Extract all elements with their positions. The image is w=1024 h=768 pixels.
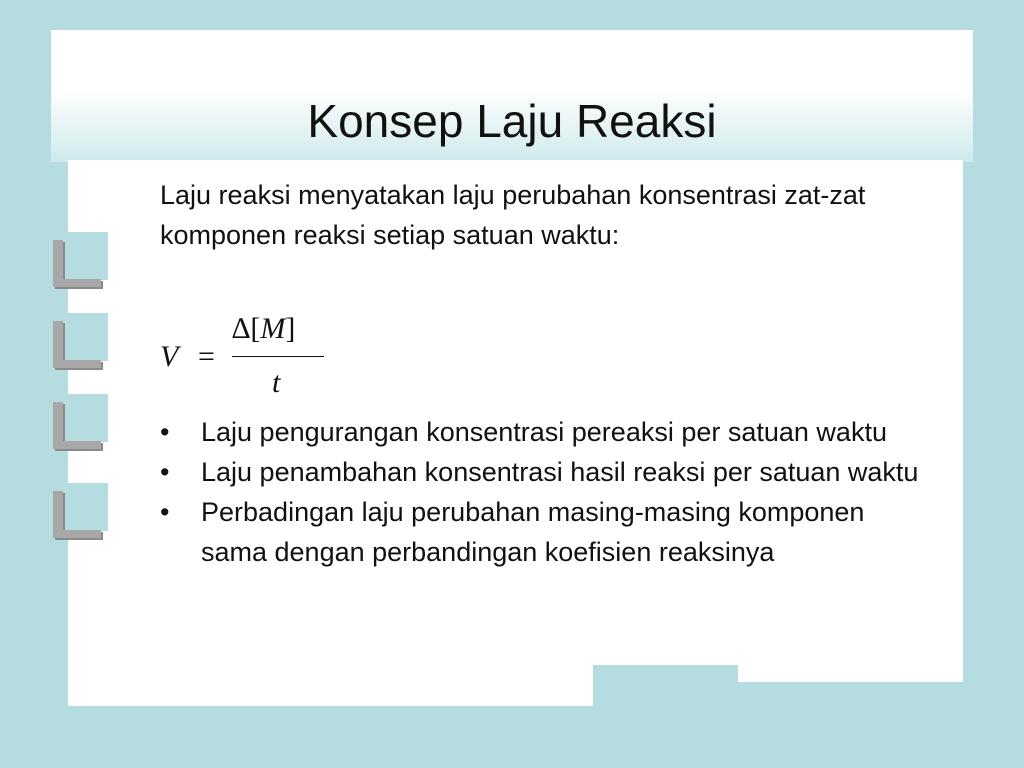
decoration-bracket-horizontal <box>53 530 101 538</box>
list-item <box>160 412 920 452</box>
formula-delta: ∆[ <box>232 312 261 345</box>
bracket-square-decoration <box>53 313 108 368</box>
decoration-square <box>63 394 108 442</box>
formula-bracket-close: ] <box>285 312 296 345</box>
decoration-square <box>63 483 108 531</box>
formula-fraction-bar <box>232 356 324 357</box>
bracket-square-decoration <box>53 483 108 538</box>
bullet-text: Laju penambahan konsentrasi hasil reaksi per satuan waktu <box>201 457 919 487</box>
formula-molarity: M <box>260 312 286 345</box>
bullet-icon: • <box>160 457 170 487</box>
rate-formula <box>160 312 360 412</box>
list-item <box>160 492 920 572</box>
bullet-icon: • <box>160 417 170 447</box>
bullet-text: Perbadingan laju perubahan masing-masing komponen sama dengan perbandingan koefisien reaksinya <box>201 497 865 567</box>
content-panel-extension <box>68 660 593 706</box>
formula-equals: = <box>198 340 215 373</box>
decoration-bracket-horizontal <box>53 279 101 287</box>
list-item <box>160 452 920 492</box>
title-bar <box>51 30 973 162</box>
bracket-square-decoration <box>53 394 108 449</box>
decoration-square <box>63 313 108 361</box>
background-notch <box>593 665 738 685</box>
decoration-bracket-horizontal <box>53 360 101 368</box>
formula-numerator <box>232 312 295 346</box>
formula-lhs: V <box>160 340 179 373</box>
intro-text-block <box>160 175 920 255</box>
slide-title: Konsep Laju Reaksi <box>307 95 717 147</box>
bullet-text: Laju pengurangan konsentrasi pereaksi per satuan waktu <box>201 417 887 447</box>
bullet-icon: • <box>160 497 170 527</box>
formula-denominator: t <box>272 366 281 399</box>
intro-paragraph: Laju reaksi menyatakan laju perubahan konsentrasi zat-zat komponen reaksi setiap satuan waktu: <box>160 180 866 250</box>
bullet-list <box>160 412 920 572</box>
decoration-square <box>63 232 108 280</box>
bracket-square-decoration <box>53 232 108 287</box>
decoration-bracket-horizontal <box>53 441 101 449</box>
